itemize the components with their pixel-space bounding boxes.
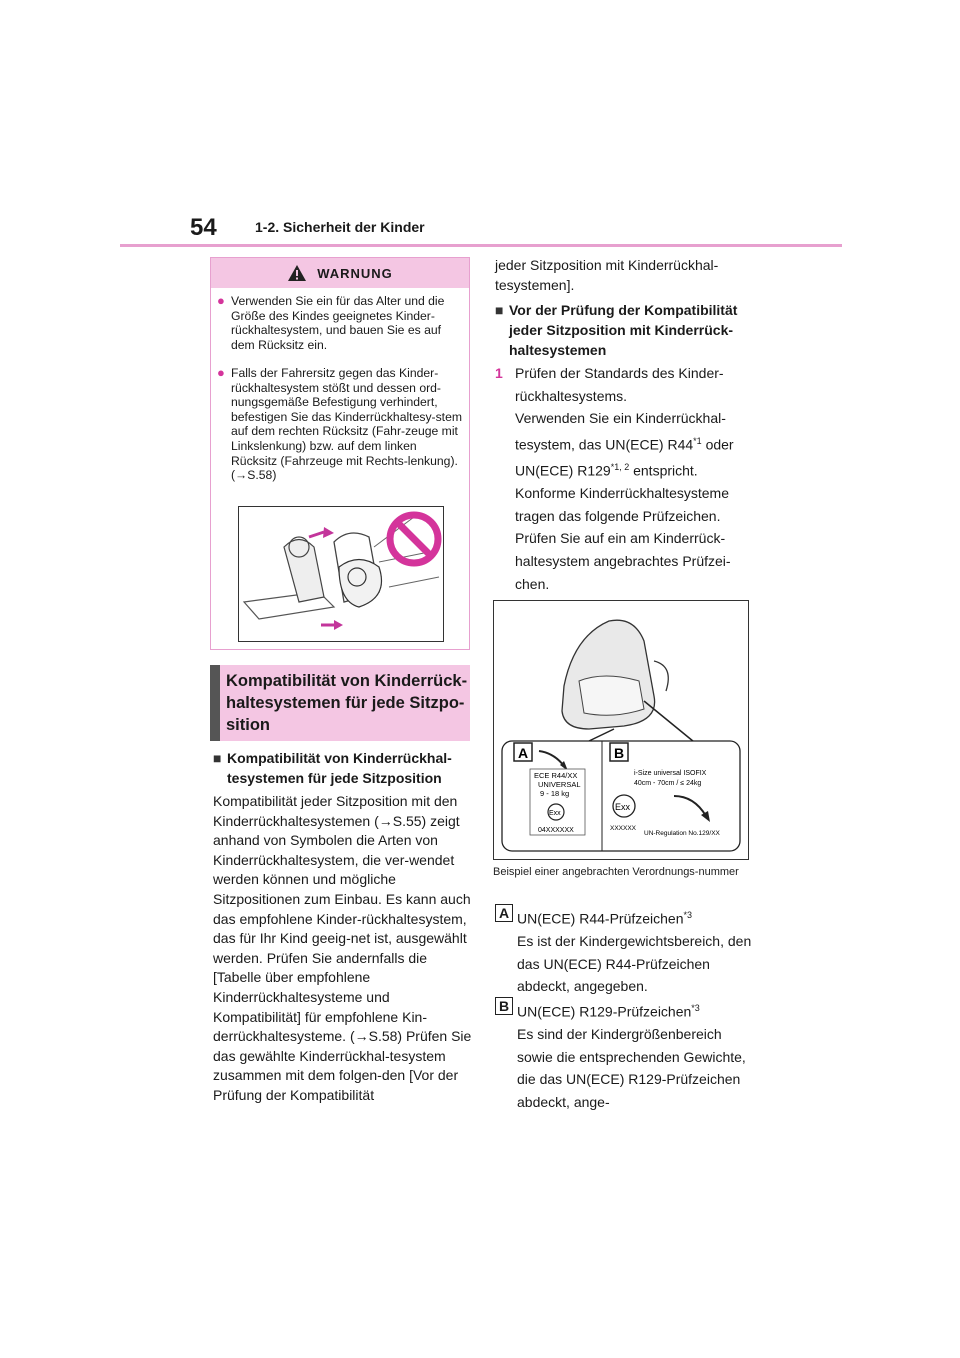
footnote-ref: *3 bbox=[683, 910, 693, 920]
label-a-letter: A bbox=[518, 745, 529, 761]
warning-item bbox=[217, 366, 465, 483]
left-subheading-text: Kompatibilität von Kinderrückhal-tesystemen für jede Sitzposition bbox=[227, 750, 452, 786]
step-line: Prüfen der Standards des Kinder-rückhaltesystems. bbox=[515, 365, 724, 404]
figure-caption: Beispiel einer angebrachten Verordnungs-nummer bbox=[493, 866, 739, 878]
e-mark-a: Exx bbox=[549, 810, 561, 817]
left-body-text: Kompatibilität jeder Sitzposition mit den Kinderrückhaltesystemen (→S.55) zeigt anhand von Symbolen die Arten von Kinderrückhaltesystem, die ver-wendet werden können und mögliche Sitzpositionen zum Einbau. Es kann auch das empfohlene Kinder-rückhaltesystem, das für Ihr Kind geeig-net ist, ausgewählt werden. Prüfen Sie andernfalls die [Tabelle über empfohlene Kinderrückhaltesysteme und Kompatibilität] für empfohlene Kin-derrückhaltesysteme. (→S.58) Prüfen Sie das gewählte Kinderrückhal-tesystem zusammen mit dem folgen-den [Vor der Prüfung der Kompatibilität bbox=[213, 793, 472, 1103]
label-a-desc: Es ist der Kindergewichtsbereich, den das UN(ECE) R44-Prüfzeichen abdeckt, angegeben. bbox=[517, 933, 752, 995]
footnote-ref: *3 bbox=[691, 1003, 700, 1013]
code-a: 04XXXXXX bbox=[538, 827, 574, 834]
heading-bar bbox=[210, 665, 220, 741]
range-text: 40cm - 70cm / ≤ 24kg bbox=[634, 780, 702, 787]
step-line: Prüfen Sie auf ein am Kinderrück-haltesystem angebrachtes Prüfzei-chen. bbox=[515, 530, 731, 592]
approval-label-illustration bbox=[493, 600, 749, 860]
seat-conflict-illustration bbox=[238, 506, 444, 642]
page-number: 54 bbox=[190, 214, 217, 241]
bullet-icon: ● bbox=[217, 293, 225, 308]
warning-item bbox=[217, 294, 465, 352]
e-mark-b: Exx bbox=[615, 802, 631, 812]
left-subheading bbox=[213, 748, 473, 788]
ece-line: ECE R44/XX bbox=[534, 771, 578, 780]
heading-text: Kompatibilität von Kinderrück-haltesystemen für jede Sitzpo-sition bbox=[226, 672, 468, 734]
regulation-text: UN-Regulation No.129/XX bbox=[644, 830, 720, 837]
step-line-standards bbox=[515, 407, 755, 482]
universal-text: UNIVERSAL bbox=[538, 780, 581, 789]
step-line: Konforme Kinderrückhaltesysteme tragen das folgende Prüfzeichen. bbox=[515, 485, 729, 524]
square-bullet-icon: ■ bbox=[213, 750, 222, 766]
step-text: oder UN(ECE) R129 bbox=[515, 436, 734, 479]
step-number: 1 bbox=[495, 365, 503, 381]
header-rule bbox=[120, 244, 842, 247]
step-1 bbox=[495, 362, 755, 595]
label-a-entry bbox=[495, 904, 755, 998]
label-b-letter: B bbox=[614, 745, 625, 761]
right-subheading-text: Vor der Prüfung der Kompatibilität jeder Sitzposition mit Kinderrück-haltesystemen bbox=[509, 302, 738, 358]
warning-title: WARNUNG bbox=[317, 265, 393, 281]
warning-text: Verwenden Sie ein für das Alter und die Größe des Kindes geeignetes Kinder-rückhaltesystem, und bauen Sie es auf dem Rücksitz ein. bbox=[231, 294, 445, 352]
warning-text: Falls der Fahrersitz gegen das Kinder-rückhaltesystem stößt und dessen ord-nungsgemäße Befestigung verhindert, befestigen Sie das Kinderrückhaltesy-stem auf dem rechten Rücksitz (Fahr-zeuge mit Linkslenkung) bzw. auf dem linken Rücksitz (Fahrzeuge mit Rechts-lenkung). (→S.58) bbox=[231, 366, 463, 483]
warning-header bbox=[211, 258, 469, 288]
section-heading bbox=[210, 665, 470, 741]
step-text: Verwenden Sie ein Kinderrückhal-tesystem, das UN(ECE) R44 bbox=[515, 410, 726, 453]
step-text: entspricht. bbox=[629, 462, 698, 479]
footnote-ref: *1, 2 bbox=[610, 462, 630, 473]
footnote-ref: *1 bbox=[693, 435, 702, 446]
label-a-box: A bbox=[495, 904, 513, 922]
label-b-box: B bbox=[495, 997, 513, 1015]
warning-icon bbox=[287, 264, 307, 282]
right-top-text: jeder Sitzposition mit Kinderrückhal-tesystemen]. bbox=[495, 257, 719, 293]
code-b: XXXXXX bbox=[610, 825, 637, 832]
square-bullet-icon: ■ bbox=[495, 302, 504, 318]
right-subheading bbox=[495, 300, 755, 360]
section-title: 1-2. Sicherheit der Kinder bbox=[255, 219, 425, 235]
label-b-desc: Es sind der Kindergrößenbereich sowie die entsprechenden Gewichte, die das UN(ECE) R129-Prüfzeichen abdeckt, ange- bbox=[517, 1026, 746, 1111]
label-b-title: UN(ECE) R129-Prüfzeichen bbox=[517, 1003, 692, 1020]
bullet-icon: ● bbox=[217, 365, 225, 380]
warning-box bbox=[210, 257, 470, 650]
isize-text: i-Size universal ISOFIX bbox=[634, 770, 707, 777]
label-b-entry bbox=[495, 997, 755, 1114]
label-a-title: UN(ECE) R44-Prüfzeichen bbox=[517, 910, 684, 927]
weight-text: 9 - 18 kg bbox=[540, 789, 570, 798]
